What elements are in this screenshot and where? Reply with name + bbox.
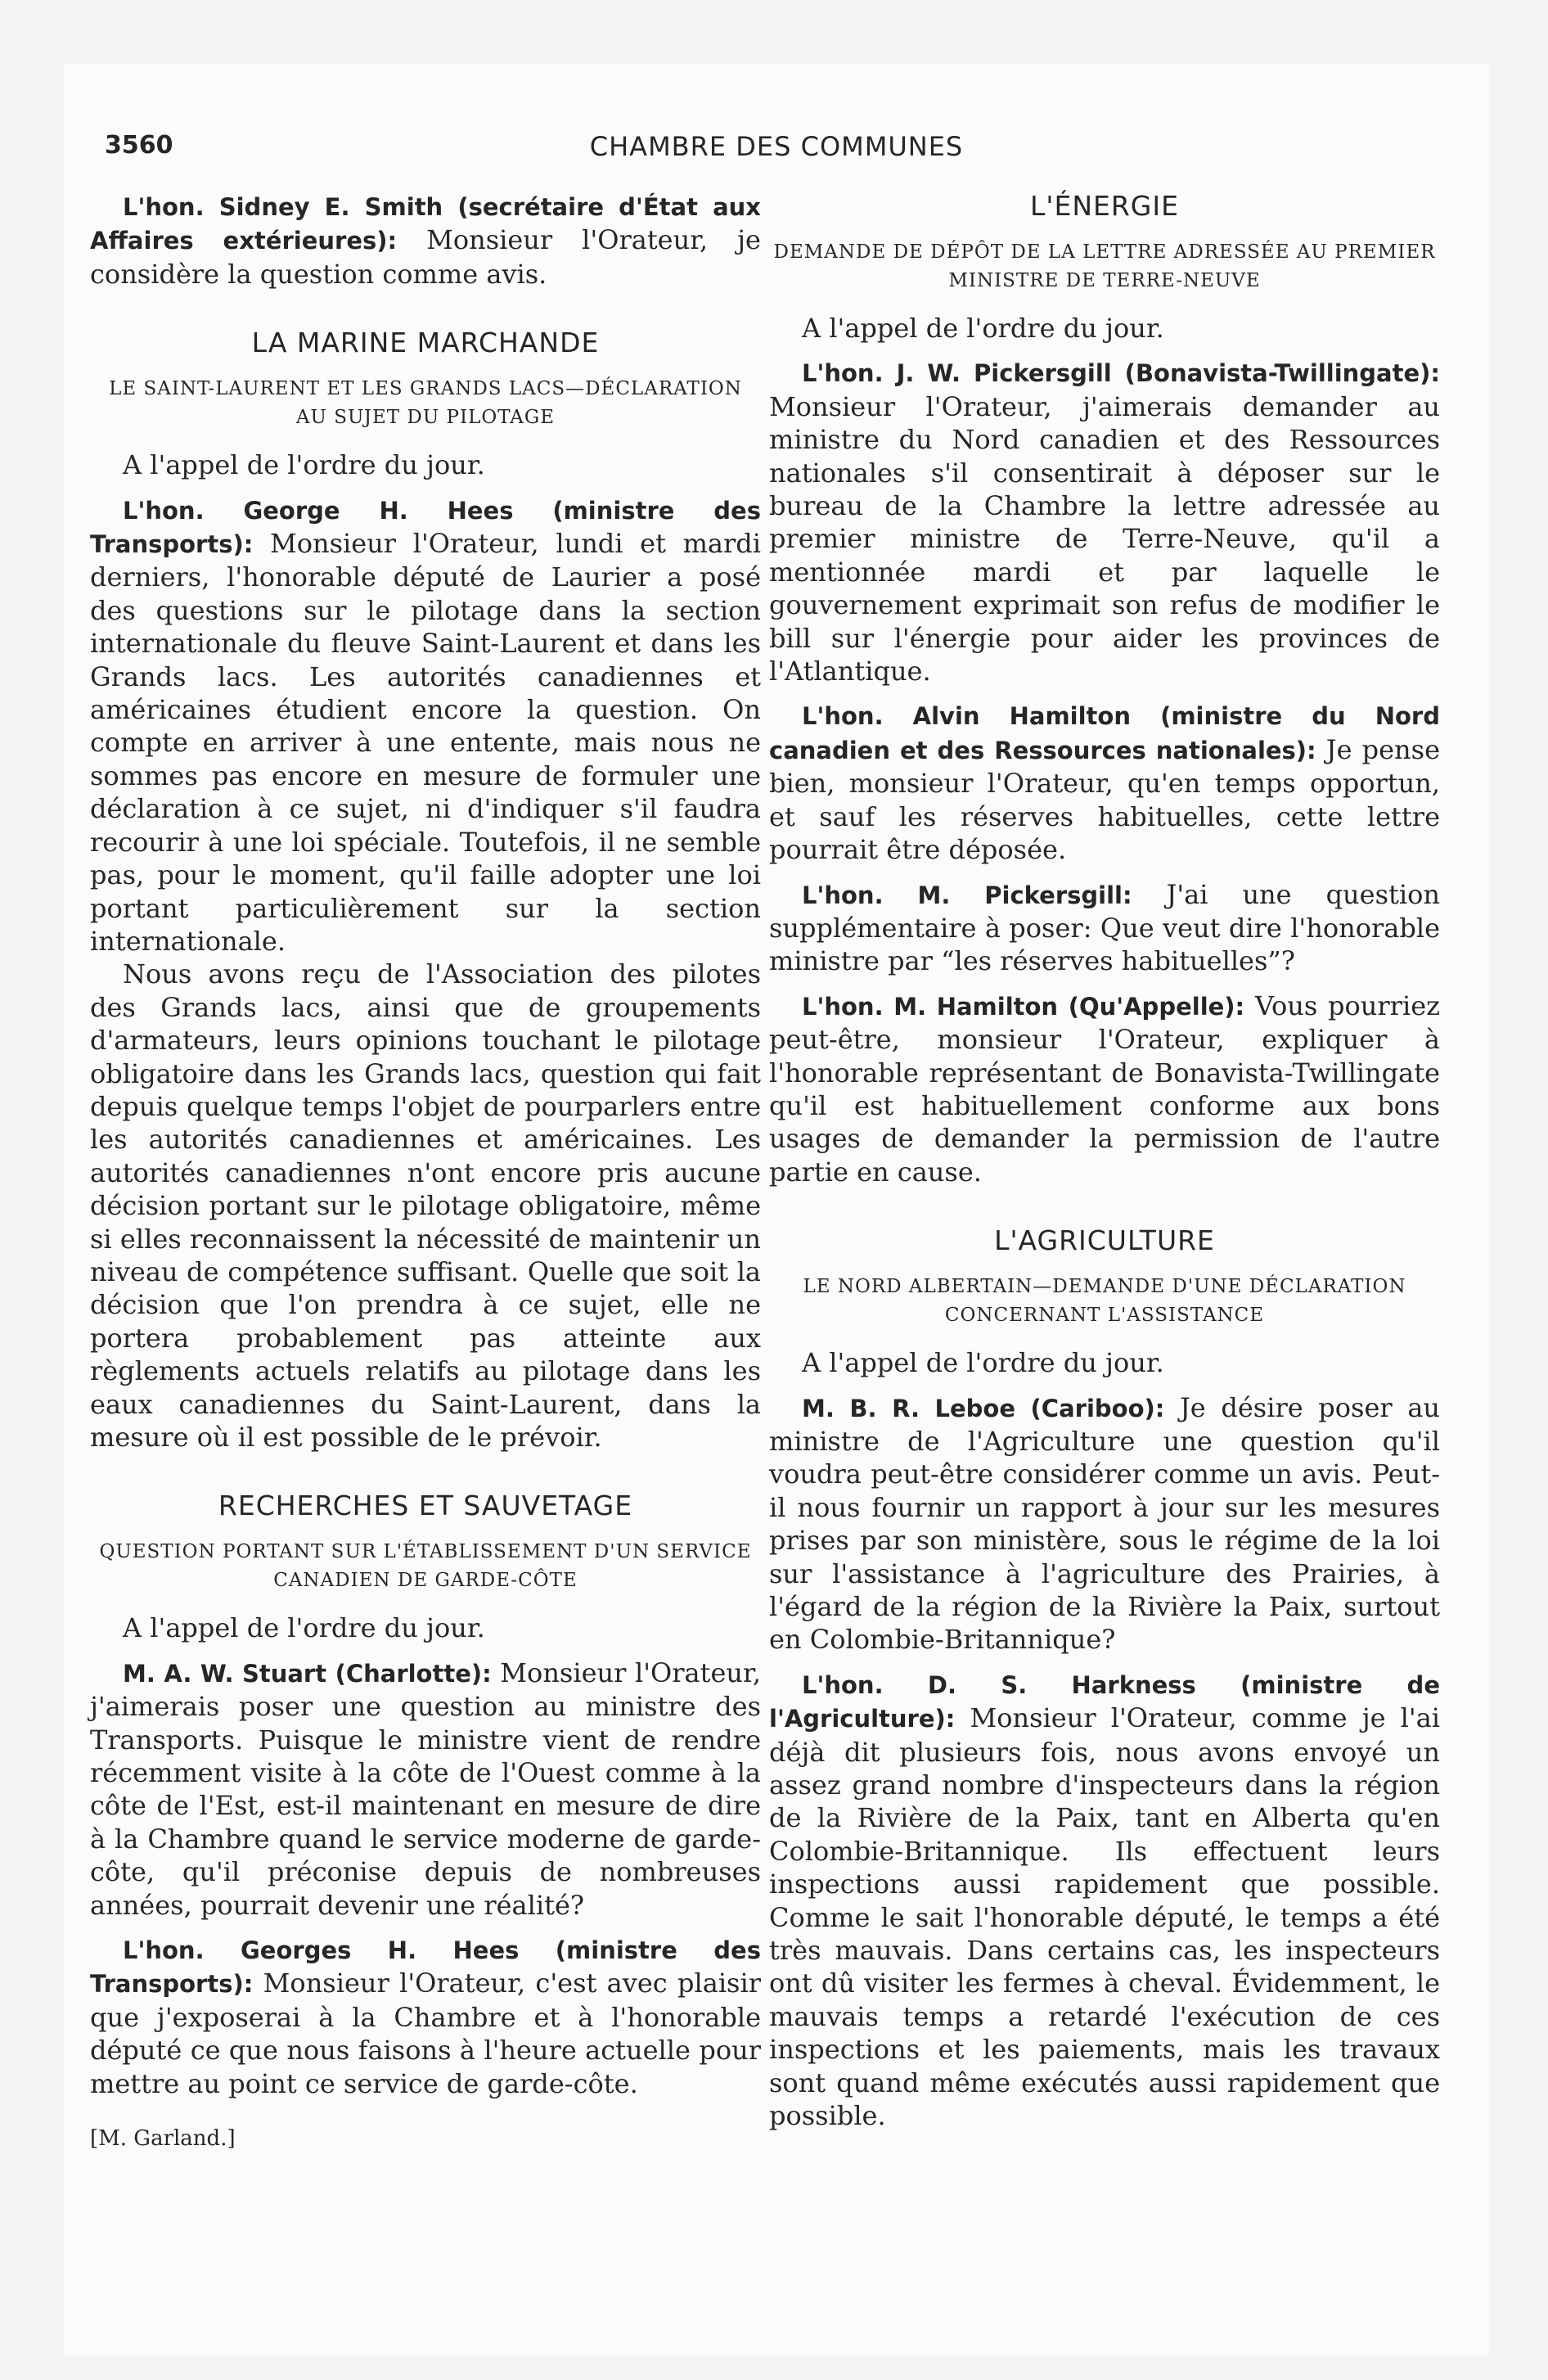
speaker-name: L'hon. D. S. Harkness (ministre de l'Agriculture): [769, 1670, 1440, 1733]
paragraph [769, 1668, 1440, 2133]
section-subtitle: LE SAINT-LAURENT ET LES GRANDS LACS—DÉCLARATION AU SUJET DU PILOTAGE [109, 378, 742, 429]
section-title: LA MARINE MARCHANDE [251, 327, 600, 359]
speech-text: Monsieur l'Orateur, je considère la question comme avis. [90, 224, 761, 290]
speaker-name: L'hon. Sidney E. Smith (secrétaire d'État aux Affaires extérieures): [90, 193, 761, 255]
left-column [90, 190, 761, 2151]
speaker-name: L'hon. M. Pickersgill: [802, 881, 1132, 909]
speaker-name: M. B. R. Leboe (Cariboo): [802, 1394, 1165, 1422]
speaker-name: L'hon. M. Hamilton (Qu'Appelle): [802, 992, 1245, 1021]
paragraph [769, 356, 1440, 687]
paragraph [769, 878, 1440, 978]
section-title: L'AGRICULTURE [994, 1224, 1215, 1257]
paragraph [769, 1391, 1440, 1657]
paragraph [90, 190, 761, 291]
running-head: CHAMBRE DES COMMUNES [589, 131, 964, 162]
speaker-name: L'hon. J. W. Pickersgill (Bonavista-Twillingate): [802, 359, 1440, 388]
speech-text: Monsieur l'Orateur, j'aimerais demander au ministre du Nord canadien et des Ressources nationales s'il consentirait à déposer sur le bureau de la Chambre la lettre adressée au premier ministre de Terre-Neuve, qu'il a mentionnée mardi et par laquelle le gouvernement exprimait son refus de modifier le bill sur l'énergie pour aider les provinces de l'Atlantique. [769, 390, 1440, 687]
paragraph [90, 1933, 761, 2100]
section-title: L'ÉNERGIE [1030, 190, 1179, 222]
page-footnote: [M. Garland.] [90, 2126, 236, 2152]
speech-text: J'ai une question supplémentaire à poser: Que veut dire l'honorable ministre par “les réserves habituelles”? [769, 878, 1440, 977]
paragraph [769, 699, 1440, 866]
paragraph [90, 1657, 761, 1922]
speech-text: Monsieur l'Orateur, lundi et mardi derniers, l'honorable député de Laurier a posé des questions sur le pilotage dans la section internationale du fleuve Saint-Laurent et dans les Grands lacs. Les autorités canadiennes et américaines étudient encore la question. On compte en arriver à une entente, mais nous ne sommes pas encore en mesure de formuler une déclaration à ce sujet, ni d'indiquer s'il faudra recourir à une loi spéciale. Toutefois, il ne semble pas, pour le moment, qu'il faille adopter une loi portant particulièrement sur la section internationale. [90, 528, 761, 957]
speech-text: Je désire poser au ministre de l'Agriculture une question qu'il voudra peut-être considérer comme un avis. Peut-il nous fournir un rapport à jour sur les mesures prises par son ministère, sous le régime de la loi sur l'assistance à l'agriculture des Prairies, à l'égard de la région de la Rivière la Paix, surtout en Colombie-Britannique? [769, 1391, 1440, 1656]
paragraph: Nous avons reçu de l'Association des pilotes des Grands lacs, ainsi que de groupements d'armateurs, leurs opinions touchant le pilotage obligatoire dans les Grands lacs, question qui fait depuis quelque temps l'objet de pourparlers entre les autorités canadiennes et américaines. Les autorités canadiennes n'ont encore pris aucune décision portant sur le pilotage obligatoire, même si elles reconnaissent la nécessité de maintenir un niveau de compétence suffisant. Quelle que soit la décision que l'on prendra à ce sujet, elle ne portera probablement pas atteinte aux règlements actuels relatifs au pilotage dans les eaux canadiennes du Saint-Laurent, dans la mesure où il est possible de le prévoir. [90, 958, 761, 1453]
section-subtitle: QUESTION PORTANT SUR L'ÉTABLISSEMENT D'UN SERVICE CANADIEN DE GARDE-CÔTE [99, 1541, 752, 1592]
speech-text: Monsieur l'Orateur, j'aimerais poser une question au ministre des Transports. Puisque le ministre vient de rendre récemment visite à la côte de l'Ouest comme à la côte de l'Est, est-il maintenant en mesure de dire à la Chambre quand le service moderne de garde-côte, qu'il préconise depuis de nombreuses années, pourrait devenir une réalité? [90, 1657, 761, 1921]
order-of-day: A l'appel de l'ordre du jour. [123, 449, 485, 481]
section-subtitle: DEMANDE DE DÉPÔT DE LA LETTRE ADRESSÉE AU PREMIER MINISTRE DE TERRE-NEUVE [773, 241, 1436, 291]
speaker-name: L'hon. Alvin Hamilton (ministre du Nord canadien et des Ressources nationales): [769, 702, 1440, 764]
section-title: RECHERCHES ET SAUVETAGE [218, 1490, 633, 1522]
speech-text: Vous pourriez peut-être, monsieur l'Orateur, expliquer à l'honorable représentant de Bonavista-Twillingate qu'il est habituellement conforme aux bons usages de demander la permission de l'autre partie en cause. [769, 989, 1440, 1188]
order-of-day: A l'appel de l'ordre du jour. [802, 313, 1164, 344]
order-of-day: A l'appel de l'ordre du jour. [802, 1347, 1164, 1379]
section-subtitle: LE NORD ALBERTAIN—DEMANDE D'UNE DÉCLARATION CONCERNANT L'ASSISTANCE [803, 1276, 1406, 1327]
speech-text: Monsieur l'Orateur, c'est avec plaisir que j'exposerai à la Chambre et à l'honorable député ce que nous faisons à l'heure actuelle pour mettre au point ce service de garde-côte. [90, 1968, 761, 2099]
speech-text: Monsieur l'Orateur, comme je l'ai déjà dit plusieurs fois, nous avons envoyé un assez grand nombre d'inspecteurs dans la région de la Rivière de la Paix, tant en Alberta qu'en Colombie-Britannique. Ils effectuent leurs inspections aussi rapidement que possible. Comme le sait l'honorable député, le temps a été très mauvais. Dans certains cas, les inspecteurs ont dû visiter les fermes à cheval. Évidemment, le mauvais temps a retardé l'exécution de ces inspections et les paiements, mais les travaux sont quand même exécutés aussi rapidement que possible. [769, 1702, 1440, 2132]
speaker-name: L'hon. George H. Hees (ministre des Transports): [90, 496, 761, 559]
order-of-day: A l'appel de l'ordre du jour. [123, 1612, 485, 1644]
speech-text: Je pense bien, monsieur l'Orateur, qu'en temps opportun, et sauf les réserves habituelles, cette lettre pourrait être déposée. [769, 733, 1441, 866]
page-number: 3560 [105, 131, 173, 160]
speaker-name: L'hon. Georges H. Hees (ministre des Transports): [90, 1936, 761, 1999]
paragraph [769, 989, 1440, 1188]
page-header [105, 131, 1448, 172]
paragraph [90, 494, 761, 958]
right-column [769, 190, 1440, 2133]
speaker-name: M. A. W. Stuart (Charlotte): [123, 1659, 492, 1688]
